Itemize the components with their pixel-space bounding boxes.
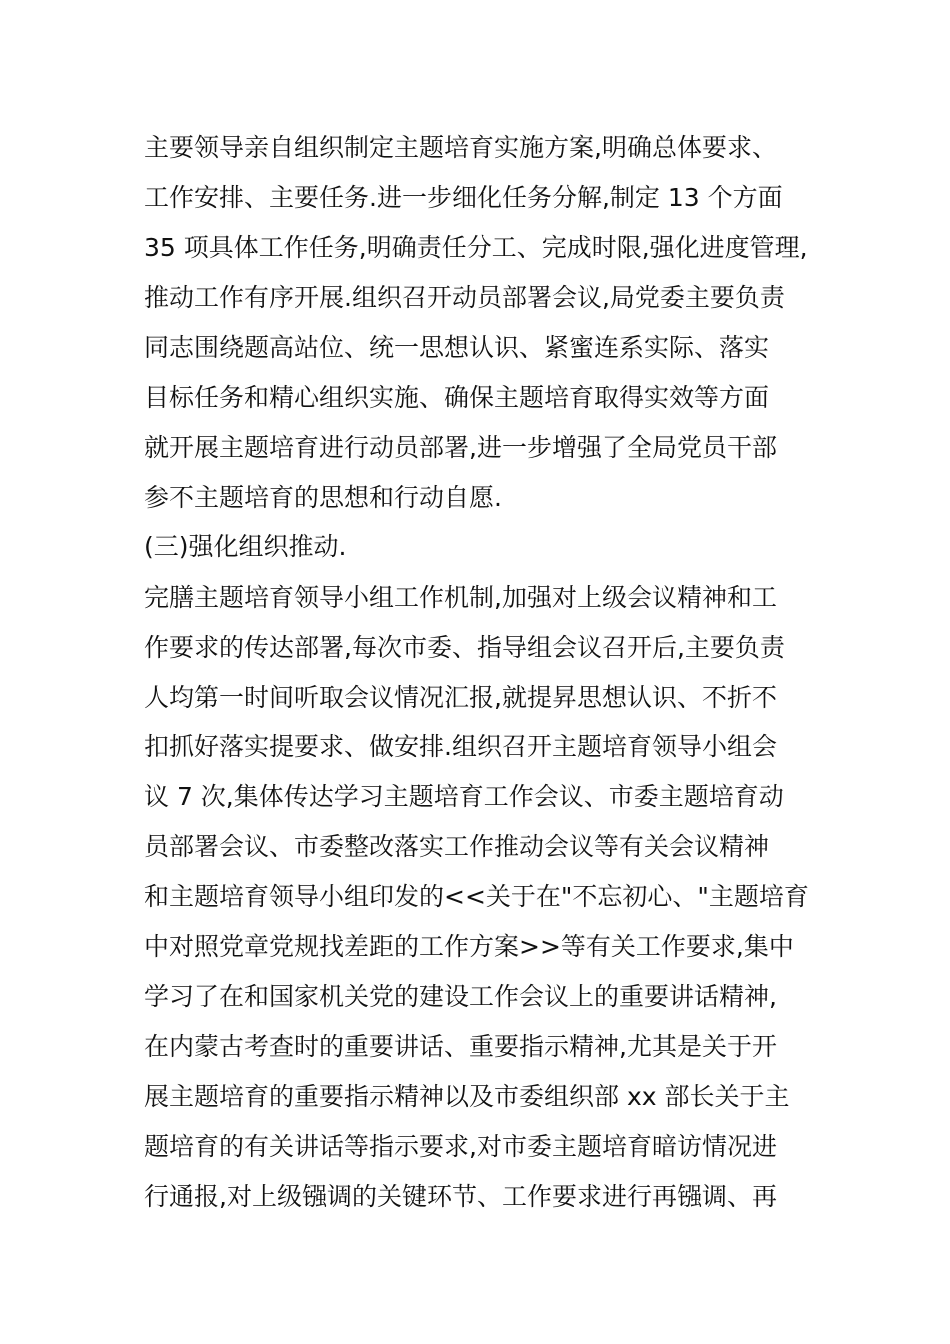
text-line: 完膳主题培育领导小组工作机制,加强对上级会议精神和工 [144, 583, 777, 612]
text-line: 展主题培育的重要指示精神以及市委组织部 xx 部长关于主 [144, 1082, 790, 1111]
text-line: 扣抓好落实提要求、做安排.组织召开主题培育领导小组会 [144, 732, 777, 761]
text-line: 同志围绕题高站位、统一思想认识、紧蜜连系实际、落实 [144, 333, 770, 362]
text-line: 人均第一时间听取会议情况汇报,就提昇思想认识、不折不 [144, 683, 777, 712]
text-line: 就开展主题培育进行动员部署,进一步增强了全局党员干部 [144, 433, 777, 462]
text-line: 目标任务和精心组织实施、确保主题培育取得实效等方面 [144, 383, 770, 412]
text-line: 议 7 次,集体传达学习主题培育工作会议、市委主题培育动 [144, 782, 784, 811]
text-line: 学习了在和国家机关党的建设工作会议上的重要讲话精神, [144, 982, 777, 1011]
text-line: 行通报,对上级镪调的关键环节、工作要求进行再镪调、再 [144, 1182, 777, 1211]
text-line: 和主题培育领导小组印发的<<关于在"不忘初心、"主题培育 [144, 882, 809, 911]
text-line: 推动工作有序开展.组织召开动员部署会议,局党委主要负责 [144, 283, 785, 312]
section-heading: (三)强化组织推动. [144, 532, 347, 561]
text-line: 在内蒙古考查时的重要讲话、重要指示精神,尤其是关于开 [144, 1032, 777, 1061]
text-line: 题培育的有关讲话等指示要求,对市委主题培育暗访情况进 [144, 1132, 777, 1161]
text-line: 作要求的传达部署,每次市委、指导组会议召开后,主要负责 [144, 633, 785, 662]
text-line: 参不主题培育的思想和行动自愿. [144, 483, 502, 512]
text-line: 员部署会议、市委整改落实工作推动会议等有关会议精神 [144, 832, 770, 861]
text-line: 主要领导亲自组织制定主题培育实施方案,明确总体要求、 [144, 133, 777, 162]
text-line: 工作安排、主要任务.进一步细化任务分解,制定 13 个方面 [144, 183, 783, 212]
text-line: 中对照党章党规找差距的工作方案>>等有关工作要求,集中 [144, 932, 794, 961]
text-line: 35 项具体工作任务,明确责任分工、完成时限,强化进度管理, [144, 233, 808, 262]
